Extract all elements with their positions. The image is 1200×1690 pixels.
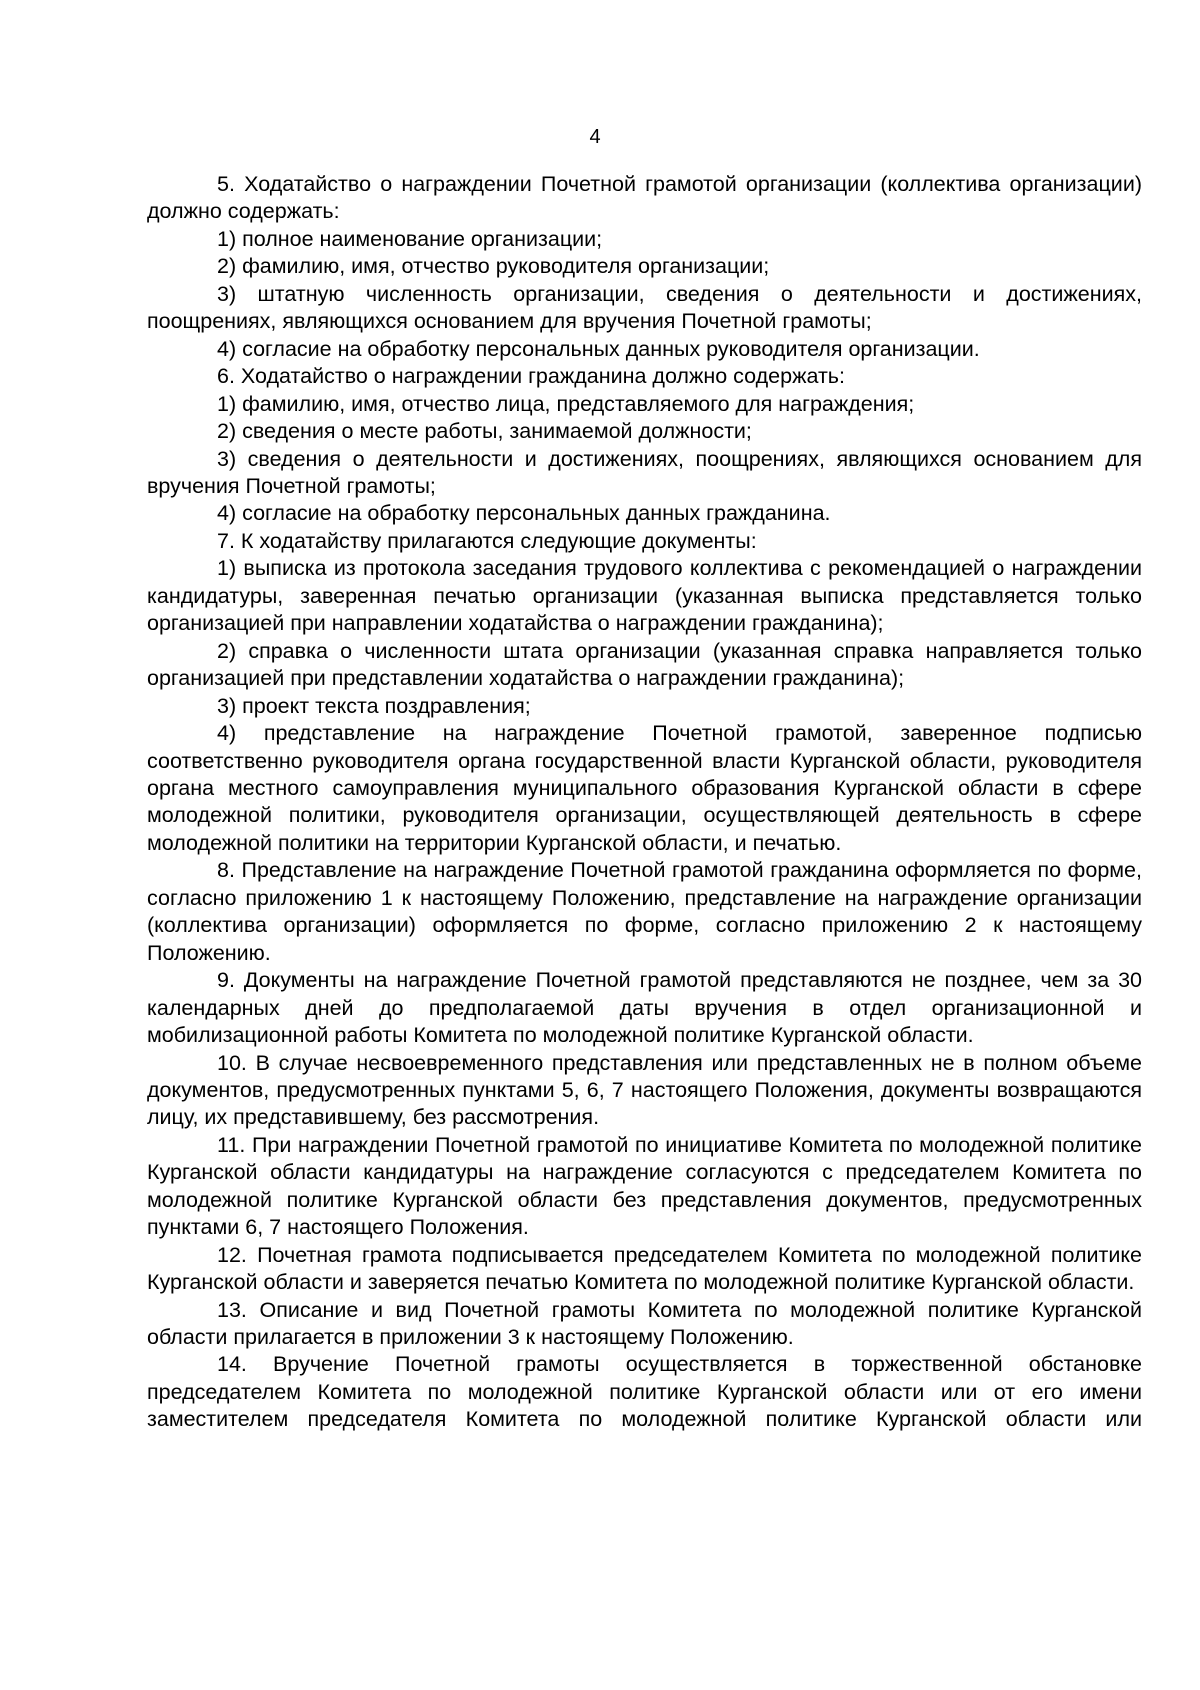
paragraph: 13. Описание и вид Почетной грамоты Комитета по молодежной политике Курганской области прилагается в приложении 3 к настоящему Положению. xyxy=(147,1297,1142,1350)
paragraph: 2) фамилию, имя, отчество руководителя организации; xyxy=(217,254,770,279)
paragraph: 5. Ходатайство о награждении Почетной грамотой организации (коллектива организации) должно содержать: xyxy=(147,172,1142,224)
paragraph: 1) выписка из протокола заседания трудового коллектива с рекомендацией о награждении кандидатуры, заверенная печатью организации (указанная выписка представляется только организацией при направлении ходатайства о награждении гражданина); xyxy=(147,556,1142,636)
paragraph: 3) проект текста поздравления; xyxy=(217,693,531,718)
paragraph: 14. Вручение Почетной грамоты осуществляется в торжественной обстановке председателем Комитета по молодежной политике Курганской области или от его имени заместителем председателя Комитета по молодежной политике Курганской области или xyxy=(147,1352,1142,1432)
paragraph: 6. Ходатайство о награждении гражданина должно содержать: xyxy=(217,364,845,389)
paragraph: 1) полное наименование организации; xyxy=(217,226,603,251)
paragraph: 2) справка о численности штата организации (указанная справка направляется только организацией при представлении ходатайства о награждении гражданина); xyxy=(147,638,1142,691)
paragraph: 1) фамилию, имя, отчество лица, представляемого для награждения; xyxy=(217,391,915,416)
paragraph: 9. Документы на награждение Почетной грамотой представляются не позднее, чем за 30 календарных дней до предполагаемой даты вручения в отдел организационной и мобилизационной работы Комитета по молодежной политике Курганской области. xyxy=(147,968,1142,1048)
paragraph: 7. К ходатайству прилагаются следующие документы: xyxy=(217,528,757,553)
paragraph: 2) сведения о месте работы, занимаемой должности; xyxy=(217,419,752,444)
page-number: 4 xyxy=(589,126,601,148)
paragraph: 8. Представление на награждение Почетной грамотой гражданина оформляется по форме, согласно приложению 1 к настоящему Положению, представление на награждение организации (коллектива организации) оформляется по форме, согласно приложению 2 к настоящему Положению. xyxy=(147,858,1142,965)
paragraph: 4) согласие на обработку персональных данных гражданина. xyxy=(217,501,831,526)
document-body xyxy=(147,171,1142,1434)
paragraph: 4) согласие на обработку персональных данных руководителя организации. xyxy=(217,336,980,361)
paragraph: 3) штатную численность организации, сведения о деятельности и достижениях, поощрениях, являющихся основанием для вручения Почетной грамоты; xyxy=(147,281,1142,334)
paragraph: 4) представление на награждение Почетной грамотой, заверенное подписью соответственно руководителя органа государственной власти Курганской области, руководителя органа местного самоуправления муниципального образования Курганской области в сфере молодежной политики, руководителя организации, осуществляющей деятельность в сфере молодежной политики на территории Курганской области, и печатью. xyxy=(147,721,1142,855)
paragraph: 11. При награждении Почетной грамотой по инициативе Комитета по молодежной политике Курганской области кандидатуры на награждение согласуются с председателем Комитета по молодежной политике Курганской области без представления документов, предусмотренных пунктами 6, 7 настоящего Положения. xyxy=(147,1132,1142,1240)
paragraph: 10. В случае несвоевременного представления или представленных не в полном объеме документов, предусмотренных пунктами 5, 6, 7 настоящего Положения, документы возвращаются лицу, их представившему, без рассмотрения. xyxy=(147,1050,1142,1130)
paragraph: 3) сведения о деятельности и достижениях, поощрениях, являющихся основанием для вручения Почетной грамоты; xyxy=(147,446,1142,498)
paragraph: 12. Почетная грамота подписывается председателем Комитета по молодежной политике Курганской области и заверяется печатью Комитета по молодежной политике Курганской области. xyxy=(147,1242,1142,1295)
